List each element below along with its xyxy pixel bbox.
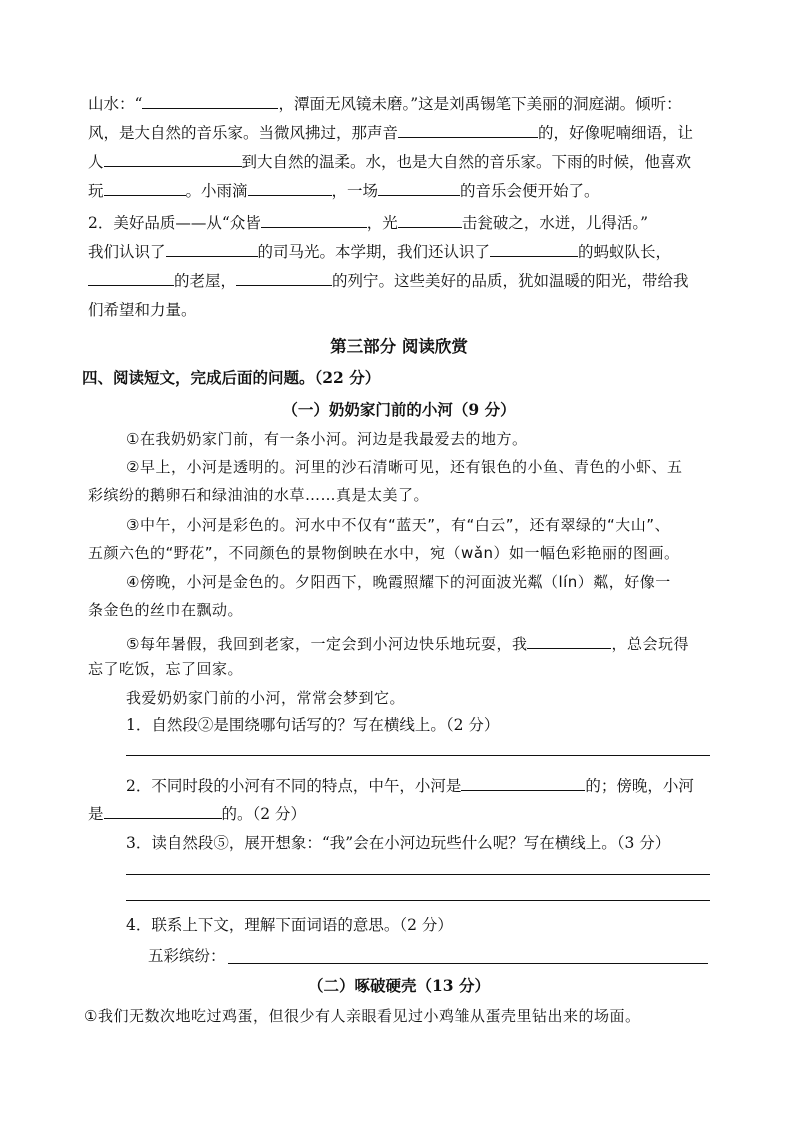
section-title: 四、阅读短文，完成后面的问题。（22 分） <box>82 368 381 387</box>
fill-blank[interactable] <box>490 242 578 257</box>
answer-line-q1[interactable] <box>126 755 710 756</box>
paragraph-6: 我爱奶奶家门前的小河，常常会梦到它。 <box>126 689 406 707</box>
text: 到大自然的温柔。水，也是大自然的音乐家。下雨的时候，他喜欢 <box>241 153 692 171</box>
intro-line-6 <box>88 242 671 261</box>
text: 我们认识了 <box>88 243 166 261</box>
answer-line-q4[interactable] <box>228 963 708 964</box>
fill-blank[interactable] <box>104 152 242 167</box>
question-2-line-1 <box>126 776 694 795</box>
paragraph-1: ①在我奶奶家门前，有一条小河。河边是我最爱去的地方。 <box>126 430 528 448</box>
fill-blank[interactable] <box>398 123 538 138</box>
text: 人 <box>88 153 104 171</box>
part-title: 第三部分 阅读欣赏 <box>330 337 468 356</box>
paragraph-5-line-1 <box>126 634 689 652</box>
intro-line-7 <box>88 271 689 290</box>
text: 2．美好品质——从“众皆 <box>88 214 261 232</box>
fill-blank[interactable] <box>104 804 222 819</box>
fill-blank[interactable] <box>104 181 186 196</box>
intro-line-5 <box>88 213 648 232</box>
text: ⑤每年暑假，我回到老家，一定会到小河边快乐地玩耍，我 <box>126 635 528 653</box>
text: 的司马光。本学期，我们还认识了 <box>257 243 491 261</box>
text: 的。（2 分） <box>221 805 307 823</box>
text: 玩 <box>88 182 104 200</box>
text: 的，好像呢喃细语，让 <box>538 124 694 142</box>
paragraph-3-line-1: ③中午，小河是彩色的。河水中不仅有“蓝天”，有“白云”，还有翠绿的“大山”、 <box>126 516 671 534</box>
paragraph-2-line-1: ②早上，小河是透明的。河里的沙石清晰可见，还有银色的小鱼、青色的小虾、五 <box>126 458 683 476</box>
fill-blank[interactable] <box>166 242 258 257</box>
text: 2．不同时段的小河有不同的特点，中午，小河是 <box>126 777 462 795</box>
fill-blank[interactable] <box>398 213 462 228</box>
text: 风，是大自然的音乐家。当微风拂过，那声音 <box>88 124 399 142</box>
fill-blank[interactable] <box>142 94 278 109</box>
question-4-term: 五彩缤纷： <box>148 947 226 965</box>
text: 是 <box>88 805 104 823</box>
paragraph-4-line-1: ④傍晚，小河是金色的。夕阳西下，晚霞照耀下的河面波光粼（lín）粼，好像一 <box>126 573 671 591</box>
paragraph-4-line-2: 条金色的丝巾在飘动。 <box>88 601 244 619</box>
fill-blank[interactable] <box>88 271 174 286</box>
paragraph-2-line-2: 彩缤纷的鹅卵石和绿油油的水草……真是太美了。 <box>88 486 430 504</box>
intro-line-2 <box>88 123 693 142</box>
text: 的蚂蚁队长， <box>578 243 672 261</box>
question-4: 4．联系上下文，理解下面词语的意思。（2 分） <box>126 916 453 934</box>
text: 的；傍晚，小河 <box>585 777 694 795</box>
text: ，光 <box>366 214 398 232</box>
text: ，潭面无风镜未磨。”这是刘禹锡笔下美丽的洞庭湖。倾听： <box>278 95 682 113</box>
fill-blank[interactable] <box>248 181 332 196</box>
text: 击瓮破之，水迸，儿得活。” <box>461 214 648 232</box>
text: 的音乐会便开始了。 <box>460 182 600 200</box>
paragraph-5-line-2: 忘了吃饭，忘了回家。 <box>88 660 244 678</box>
intro-line-1 <box>88 94 682 113</box>
text: 的列宁。这些美好的品质，犹如温暖的阳光，带给我 <box>332 272 689 290</box>
fill-blank[interactable] <box>527 634 611 649</box>
intro-line-3 <box>88 152 691 171</box>
passage-2-title: （二）啄破硬壳（13 分） <box>308 976 490 995</box>
passage-2-paragraph-1: ①我们无数次地吃过鸡蛋，但很少有人亲眼看见过小鸡雏从蛋壳里钻出来的场面。 <box>84 1007 641 1025</box>
text: 的老屋， <box>174 272 237 290</box>
question-3: 3．读自然段⑤，展开想象：“我”会在小河边玩些什么呢？写在横线上。（3 分） <box>126 834 671 852</box>
fill-blank[interactable] <box>236 271 332 286</box>
intro-line-8 <box>88 303 197 319</box>
text: 。小雨滴 <box>185 182 248 200</box>
intro-line-4 <box>88 181 600 200</box>
answer-line-q3-1[interactable] <box>126 874 710 875</box>
fill-blank[interactable] <box>378 181 460 196</box>
paragraph-3-line-2: 五颜六色的“野花”，不同颜色的景物倒映在水中，宛（wǎn）如一幅色彩艳丽的图画。 <box>88 544 680 562</box>
text: ，一场 <box>331 182 379 200</box>
question-2-line-2 <box>88 804 306 823</box>
answer-line-q3-2[interactable] <box>126 900 710 901</box>
fill-blank[interactable] <box>461 776 585 791</box>
fill-blank[interactable] <box>261 213 367 228</box>
passage-title: （一）奶奶家门前的小河（9 分） <box>282 400 516 419</box>
text: ，总会玩得 <box>611 635 689 653</box>
text: 们希望和力量。 <box>88 301 197 319</box>
text: 山水：“ <box>88 95 143 113</box>
question-1: 1．自然段②是围绕哪句话写的？写在横线上。（2 分） <box>126 716 500 734</box>
